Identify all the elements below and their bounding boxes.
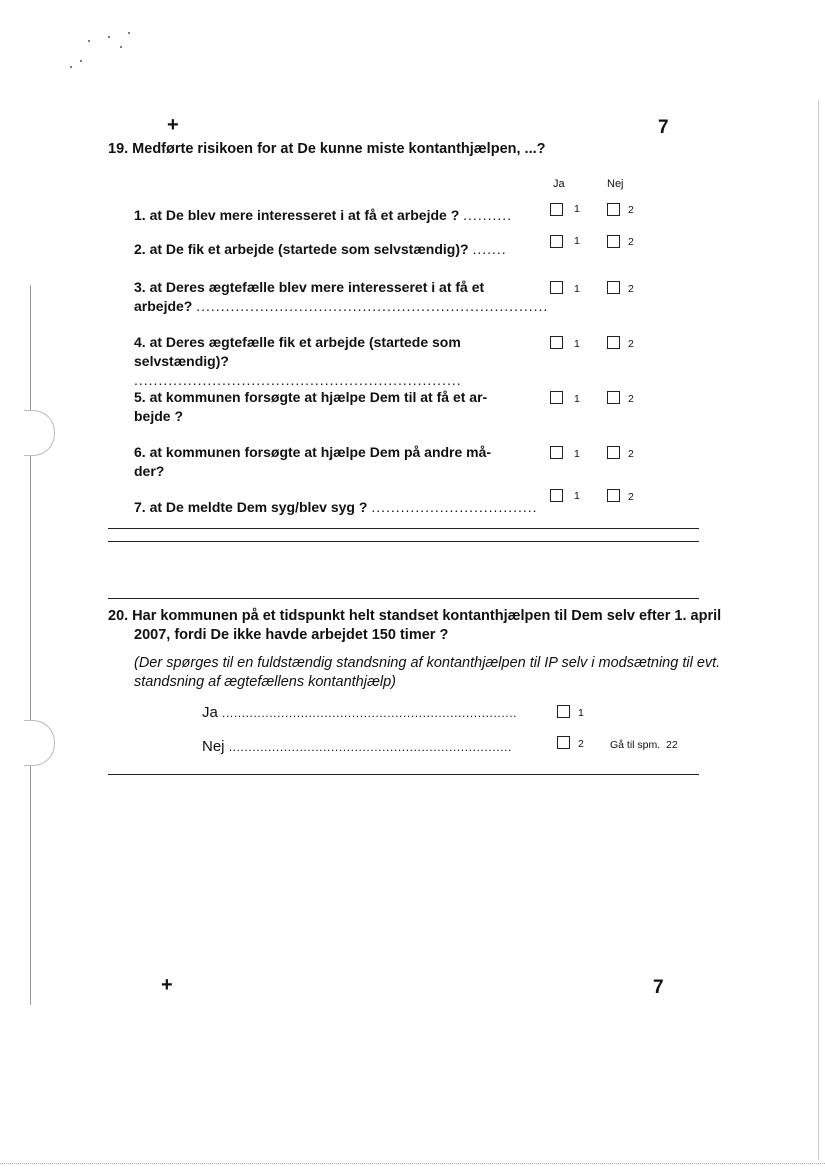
q19-item-3-text-line1: 3. at Deres ægtefælle blev mere interesseret i at få et	[134, 279, 485, 295]
q19-item-4-nej-code: 2	[628, 338, 634, 350]
q19-item-4-ja-code: 1	[574, 338, 580, 350]
leader-dots: ........................................................................	[196, 298, 549, 314]
q20-title-line1: 20. Har kommunen på et tidspunkt helt standset kontanthjælpen til Dem selv efter 1. april	[108, 608, 722, 624]
scan-speck	[88, 40, 90, 42]
q19-item-5-text-line1: 5. at kommunen forsøgte at hjælpe Dem til at få et ar-	[134, 389, 488, 405]
q19-item-5-nej-code: 2	[628, 393, 634, 405]
section-divider	[108, 598, 699, 599]
leader-dots: ..................................	[371, 499, 538, 515]
q19-item-6-ja-checkbox[interactable]	[550, 446, 563, 459]
registration-mark-top: +	[167, 114, 179, 136]
q19-col-nej: Nej	[607, 178, 624, 190]
q19-item-1-nej-checkbox[interactable]	[607, 203, 620, 216]
leader-dots: .......	[472, 241, 507, 257]
q19-col-ja: Ja	[553, 178, 565, 190]
registration-mark-bottom: +	[161, 974, 173, 996]
q19-item-5-ja-checkbox[interactable]	[550, 391, 563, 404]
scan-speck	[128, 32, 130, 34]
q19-item-5-text-line2: bejde ?	[134, 408, 184, 424]
q19-item-7-nej-code: 2	[628, 491, 634, 503]
q20-nej-checkbox[interactable]	[557, 736, 570, 749]
q19-item-1-ja-checkbox[interactable]	[550, 203, 563, 216]
q19-item-6-text-line2: der?	[134, 463, 165, 479]
q19-item-7-ja-checkbox[interactable]	[550, 489, 563, 502]
leader-dots: ........................................................................	[228, 740, 512, 754]
q19-item-1-text: 1. at De blev mere interesseret i at få et arbejde ?	[134, 207, 460, 223]
scan-edge-line	[30, 285, 31, 1005]
q19-item-6	[134, 443, 549, 481]
q19-item-3-ja-checkbox[interactable]	[550, 281, 563, 294]
q19-item-5-ja-code: 1	[574, 393, 580, 405]
q19-item-2-nej-code: 2	[628, 236, 634, 248]
q20-skip-instruction: Gå til spm. 22	[610, 739, 678, 751]
q20-interviewer-note	[134, 654, 794, 692]
q19-item-2-text: 2. at De fik et arbejde (startede som selvstændig)?	[134, 241, 469, 257]
q19-item-1-ja-code: 1	[574, 203, 580, 215]
q19-item-2	[134, 240, 507, 259]
section-divider	[108, 541, 699, 542]
q19-item-3-ja-code: 1	[574, 283, 580, 295]
page-number-bottom: 7	[653, 977, 664, 998]
q20-option-nej-label: Nej	[202, 738, 225, 755]
q19-item-7-text: 7. at De meldte Dem syg/blev syg ?	[134, 499, 368, 515]
q19-item-3-nej-checkbox[interactable]	[607, 281, 620, 294]
q19-item-7-ja-code: 1	[574, 490, 580, 502]
q20-ja-code: 1	[578, 707, 584, 719]
q19-item-2-ja-code: 1	[574, 235, 580, 247]
q20-note-line2: standsning af ægtefællens kontanthjælp)	[134, 674, 396, 690]
q19-item-6-text-line1: 6. at kommunen forsøgte at hjælpe Dem på andre må-	[134, 444, 492, 460]
q20-title-line2: 2007, fordi De ikke havde arbejdet 150 timer ?	[134, 627, 449, 643]
page-number-top: 7	[658, 117, 669, 138]
leader-dots: ..........	[463, 207, 513, 223]
scan-bottom-edge	[0, 1163, 825, 1165]
q19-item-5	[134, 388, 549, 426]
q19-item-6-nej-code: 2	[628, 448, 634, 460]
section-divider	[108, 528, 699, 529]
q19-item-3	[134, 278, 549, 316]
section-divider	[108, 774, 699, 775]
q19-item-6-ja-code: 1	[574, 448, 580, 460]
q19-item-3-text-line2: arbejde?	[134, 298, 193, 314]
q19-item-4	[134, 333, 549, 390]
q19-item-7-nej-checkbox[interactable]	[607, 489, 620, 502]
q20-option-ja	[202, 703, 517, 723]
scan-speck	[120, 46, 122, 48]
scan-speck	[80, 60, 82, 62]
q20-title	[108, 607, 788, 645]
scan-edge-line	[818, 100, 819, 1160]
q19-item-5-nej-checkbox[interactable]	[607, 391, 620, 404]
scan-speck	[70, 66, 72, 68]
q19-item-4-nej-checkbox[interactable]	[607, 336, 620, 349]
q19-item-7	[134, 498, 538, 517]
q19-item-2-nej-checkbox[interactable]	[607, 235, 620, 248]
punch-hole	[24, 410, 55, 456]
q19-item-4-text-line2: selvstændig)?	[134, 353, 229, 369]
q19-item-1	[134, 206, 512, 225]
q20-ja-checkbox[interactable]	[557, 705, 570, 718]
scan-speck	[108, 36, 110, 38]
q20-option-ja-label: Ja	[202, 704, 218, 721]
q19-item-4-ja-checkbox[interactable]	[550, 336, 563, 349]
q20-note-line1: (Der spørges til en fuldstændig standsning af kontanthjælpen til IP selv i modsætning til evt.	[134, 655, 721, 671]
q20-option-nej	[202, 737, 512, 757]
q19-item-3-nej-code: 2	[628, 283, 634, 295]
q20-nej-code: 2	[578, 738, 584, 750]
q19-title: 19. Medførte risikoen for at De kunne miste kontanthjælpen, ...?	[108, 141, 546, 157]
q19-item-6-nej-checkbox[interactable]	[607, 446, 620, 459]
q19-item-4-text-line1: 4. at Deres ægtefælle fik et arbejde (startede som	[134, 334, 461, 350]
punch-hole	[24, 720, 55, 766]
leader-dots: ...................................................................	[134, 372, 462, 388]
q19-item-1-nej-code: 2	[628, 204, 634, 216]
q19-item-2-ja-checkbox[interactable]	[550, 235, 563, 248]
leader-dots: ...........................................................................	[222, 706, 518, 720]
